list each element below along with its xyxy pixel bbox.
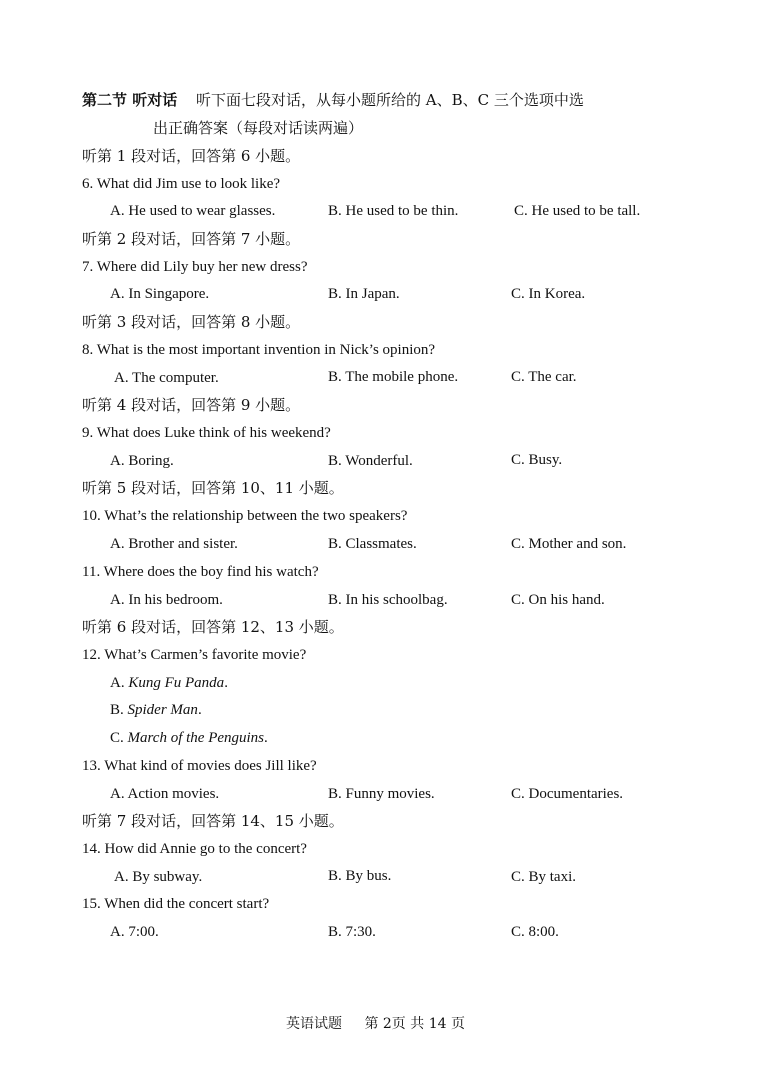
footer-subject: 英语试题 (286, 1016, 342, 1032)
dialogue-intro-5: 听第 5 段对话，回答第 10、11 小题。 (82, 479, 344, 497)
q10-option-b: B. Classmates. (328, 536, 417, 552)
q12-option-a (110, 673, 228, 693)
question-15: 15. When did the concert start? (82, 896, 270, 912)
q10-option-c: C. Mother and son. (511, 536, 627, 552)
q8-option-b: B. The mobile phone. (328, 369, 459, 385)
dialogue-intro-3: 听第 3 段对话，回答第 8 小题。 (82, 313, 301, 331)
q9-option-a: A. Boring. (110, 453, 174, 469)
q15-option-b: B. 7:30. (328, 924, 376, 940)
question-13: 13. What kind of movies does Jill like? (82, 758, 317, 774)
q6-option-c: C. He used to be tall. (514, 203, 641, 219)
q14-option-c: C. By taxi. (511, 869, 577, 885)
q13-option-c: C. Documentaries. (511, 786, 624, 802)
q12-option-c (110, 728, 268, 748)
question-9: 9. What does Luke think of his weekend? (82, 425, 331, 441)
question-6: 6. What did Jim use to look like? (82, 176, 281, 192)
q9-option-b: B. Wonderful. (328, 453, 413, 469)
q7-option-b: B. In Japan. (328, 286, 400, 302)
q8-option-c: C. The car. (511, 369, 577, 385)
q13-option-b: B. Funny movies. (328, 786, 435, 802)
question-10: 10. What’s the relationship between the two speakers? (82, 508, 408, 524)
q14-option-a: A. By subway. (114, 869, 203, 885)
page-footer (286, 1014, 465, 1034)
dialogue-intro-1: 听第 1 段对话，回答第 6 小题。 (82, 147, 301, 165)
q6-option-b: B. He used to be thin. (328, 203, 459, 219)
q12-option-a-suffix: . (224, 675, 228, 691)
q14-option-b: B. By bus. (328, 868, 392, 884)
q9-option-c: C. Busy. (511, 452, 563, 468)
section-heading-line (82, 90, 584, 110)
q12-option-c-suffix: . (264, 730, 268, 746)
q13-option-a: A. Action movies. (110, 786, 220, 802)
q8-option-a: A. The computer. (114, 370, 219, 386)
section-heading: 第二节 听对话 (82, 91, 178, 109)
q7-option-a: A. In Singapore. (110, 286, 210, 302)
dialogue-intro-4: 听第 4 段对话，回答第 9 小题。 (82, 396, 301, 414)
question-7: 7. Where did Lily buy her new dress? (82, 259, 308, 275)
dialogue-intro-6: 听第 6 段对话，回答第 12、13 小题。 (82, 618, 344, 636)
section-instruction-2: 出正确答案（每段对话读两遍） (153, 119, 364, 137)
dialogue-intro-7: 听第 7 段对话，回答第 14、15 小题。 (82, 812, 344, 830)
q11-option-c: C. On his hand. (511, 592, 605, 608)
q12-option-b-title: Spider Man (127, 702, 198, 718)
q12-option-b (110, 700, 202, 720)
q12-option-c-title: March of the Penguins (127, 730, 265, 746)
q7-option-c: C. In Korea. (511, 286, 586, 302)
question-14: 14. How did Annie go to the concert? (82, 841, 307, 857)
q12-option-c-prefix: C. (110, 730, 128, 746)
question-11: 11. Where does the boy find his watch? (82, 564, 319, 580)
footer-page-number: 第 2页 共 14 页 (364, 1016, 465, 1032)
q11-option-b: B. In his schoolbag. (328, 592, 448, 608)
q10-option-a: A. Brother and sister. (110, 536, 238, 552)
q15-option-a: A. 7:00. (110, 924, 159, 940)
q12-option-a-prefix: A. (110, 675, 129, 691)
question-8: 8. What is the most important invention in Nick’s opinion? (82, 342, 436, 358)
q15-option-c: C. 8:00. (511, 924, 559, 940)
dialogue-intro-2: 听第 2 段对话，回答第 7 小题。 (82, 230, 301, 248)
q12-option-b-suffix: . (197, 702, 202, 718)
section-instruction-1: 听下面七段对话，从每小题所给的 A、B、C 三个选项中选 (196, 91, 584, 109)
q12-option-a-title: Kung Fu Panda (128, 675, 225, 691)
q6-option-a: A. He used to wear glasses. (110, 203, 276, 219)
question-12: 12. What’s Carmen’s favorite movie? (82, 647, 307, 663)
q11-option-a: A. In his bedroom. (110, 592, 223, 608)
q12-option-b-prefix: B. (110, 702, 128, 718)
